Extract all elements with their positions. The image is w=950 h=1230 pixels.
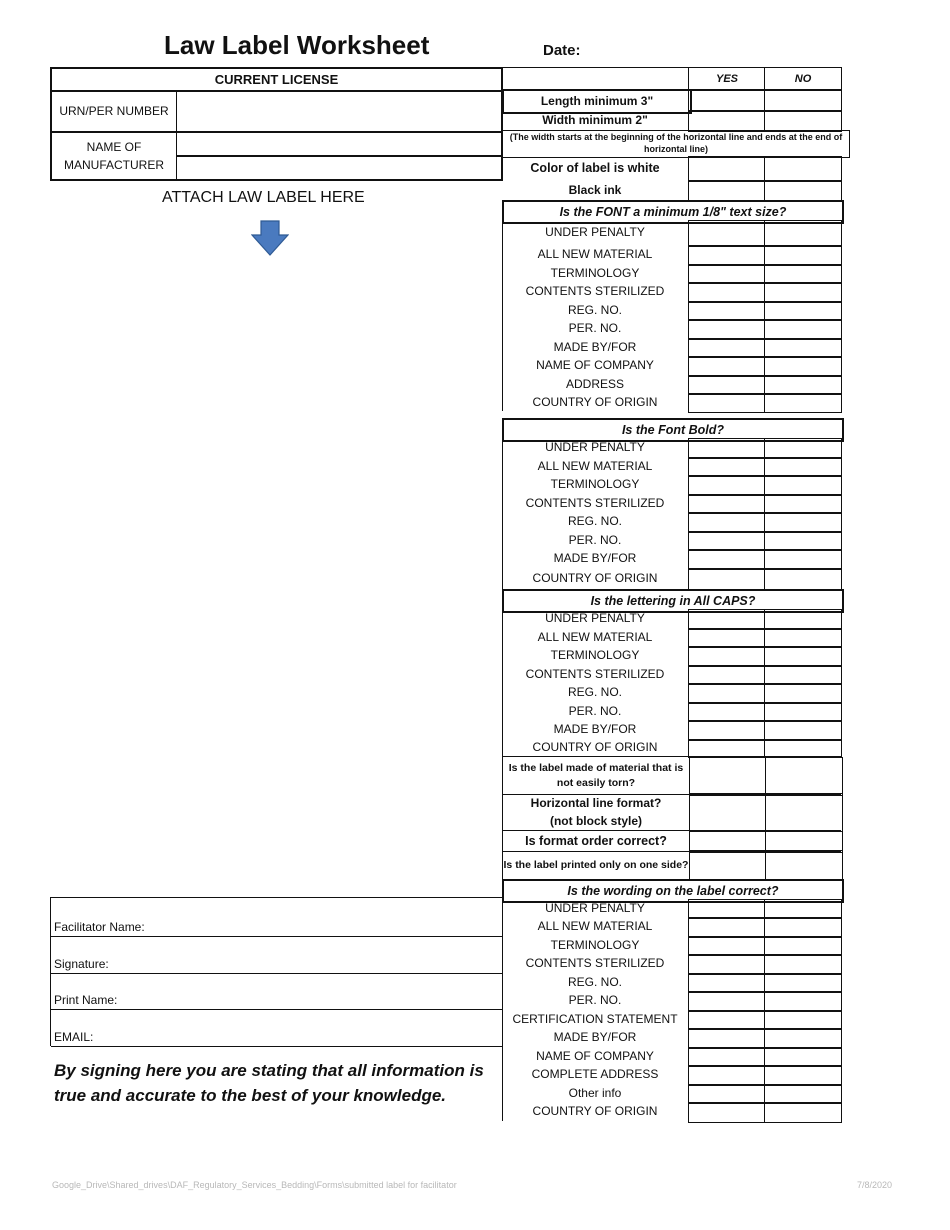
checklist-item-no-cell[interactable]: [764, 1010, 842, 1030]
checklist-item-no-cell[interactable]: [764, 549, 842, 570]
checklist-item-no-cell[interactable]: [764, 512, 842, 533]
one-side-no-cell[interactable]: [765, 850, 843, 881]
caps-question: Is the lettering in All CAPS?: [502, 589, 844, 613]
checklist-item-label: NAME OF COMPANY: [536, 1048, 654, 1063]
checklist-item-row: [502, 936, 840, 954]
checklist-item-label: COUNTRY OF ORIGIN: [532, 1104, 658, 1118]
length-label: Length minimum 3": [502, 89, 692, 114]
checklist-item-row: [502, 1047, 840, 1065]
print-name-label: Print Name:: [54, 993, 118, 1007]
checklist-item-no-cell[interactable]: [764, 438, 842, 459]
checklist-item-yes-cell[interactable]: [688, 301, 765, 321]
email-label: EMAIL:: [54, 1030, 94, 1044]
checklist-item-no-cell[interactable]: [764, 917, 842, 938]
checklist-item-row: [502, 1065, 840, 1084]
checklist-item-no-cell[interactable]: [764, 1047, 842, 1067]
color-no-cell[interactable]: [764, 156, 842, 182]
footer-file-path: Google_Drive\Shared_drives\DAF_Regulatory_Services_Bedding\Forms\submitted label for facilitator: [52, 1180, 457, 1190]
checklist-item-label: ALL NEW MATERIAL: [537, 629, 653, 644]
horizontal-row: [502, 793, 841, 830]
width-no-cell[interactable]: [764, 110, 842, 132]
checklist-item-no-cell[interactable]: [764, 375, 842, 395]
checklist-item-yes-cell[interactable]: [688, 609, 765, 630]
license-heading: CURRENT LICENSE: [52, 69, 501, 92]
checklist-item-row: [502, 665, 840, 683]
checklist-item-row: [502, 475, 840, 494]
checklist-item-row: [502, 1084, 840, 1102]
yes-column-header: YES: [688, 67, 765, 91]
checklist-item-label: Other info: [568, 1085, 622, 1100]
checklist-item-yes-cell[interactable]: [688, 1028, 765, 1049]
checklist-item-no-cell[interactable]: [764, 457, 842, 477]
checklist-item-row: [502, 549, 840, 568]
checklist-item-label: ALL NEW MATERIAL: [537, 458, 653, 473]
ink-label: Black ink: [568, 182, 622, 197]
one-side-yes-cell[interactable]: [689, 850, 766, 881]
checklist-item-no-cell[interactable]: [764, 1084, 842, 1104]
checklist-item-label: MADE BY/FOR: [553, 722, 637, 736]
checklist-item-yes-cell[interactable]: [688, 494, 765, 514]
facilitator-name-label: Facilitator Name:: [54, 920, 145, 934]
checklist-item-label: MADE BY/FOR: [553, 1030, 637, 1044]
checklist-item-label: UNDER PENALTY: [545, 225, 645, 239]
width-row: [502, 110, 840, 130]
ink-yes-cell[interactable]: [688, 180, 765, 202]
checklist-item-row: [502, 646, 840, 665]
checklist-item-yes-cell[interactable]: [688, 1084, 765, 1104]
no-column-header: NO: [764, 67, 842, 91]
print-name-row[interactable]: [51, 973, 503, 1010]
checklist-item-no-cell[interactable]: [764, 954, 842, 975]
checklist-item-row: [502, 319, 840, 338]
checklist-item-row: [502, 494, 840, 512]
checklist-item-label: ALL NEW MATERIAL: [537, 247, 653, 261]
checklist-item-yes-cell[interactable]: [688, 245, 765, 266]
checklist-item-row: [502, 356, 840, 375]
checklist-item-label: TERMINOLOGY: [550, 937, 640, 952]
checklist-item-no-cell[interactable]: [764, 338, 842, 358]
checklist-item-no-cell[interactable]: [764, 646, 842, 667]
material-yes-cell[interactable]: [689, 757, 766, 796]
date-label: Date:: [543, 42, 581, 59]
material-no-cell[interactable]: [765, 757, 843, 796]
checklist-item-yes-cell[interactable]: [688, 702, 765, 722]
checklist-item-label: TERMINOLOGY: [550, 648, 640, 662]
checklist-item-label: PER. NO.: [568, 321, 622, 335]
down-arrow-icon: [251, 220, 289, 261]
checklist-item-yes-cell[interactable]: [688, 720, 765, 741]
length-row: [502, 89, 840, 110]
checklist-item-yes-cell[interactable]: [688, 991, 765, 1012]
checklist-item-label: TERMINOLOGY: [550, 265, 640, 280]
checklist-item-no-cell[interactable]: [764, 245, 842, 266]
checklist-item-yes-cell[interactable]: [688, 1102, 765, 1123]
checklist-item-no-cell[interactable]: [764, 665, 842, 685]
checklist-item-yes-cell[interactable]: [688, 375, 765, 395]
horizontal-no-cell[interactable]: [765, 793, 843, 832]
checklist-item-yes-cell[interactable]: [688, 338, 765, 358]
license-table: [50, 67, 503, 181]
checklist-item-label: CONTENTS STERILIZED: [525, 666, 665, 681]
checklist-item-label: CONTENTS STERILIZED: [525, 495, 665, 510]
horizontal-yes-cell[interactable]: [689, 793, 766, 832]
checklist-item-yes-cell[interactable]: [688, 282, 765, 303]
checklist-item-label: REG. NO.: [567, 974, 622, 989]
checklist-item-yes-cell[interactable]: [688, 356, 765, 377]
checklist-item-yes-cell[interactable]: [688, 475, 765, 496]
signature-row[interactable]: [51, 936, 503, 974]
checklist-item-label: UNDER PENALTY: [545, 900, 645, 915]
checklist-item-label: COMPLETE ADDRESS: [531, 1067, 659, 1081]
width-yes-cell[interactable]: [688, 110, 765, 132]
label-checklist: [502, 67, 841, 1122]
checklist-item-label: REG. NO.: [567, 514, 622, 528]
checklist-item-no-cell[interactable]: [764, 1028, 842, 1049]
checklist-item-row: [502, 899, 840, 917]
checklist-item-yes-cell[interactable]: [688, 628, 765, 648]
checklist-item-row: [502, 220, 840, 245]
bold-question: Is the Font Bold?: [502, 418, 844, 442]
checklist-item-label: COUNTRY OF ORIGIN: [532, 394, 658, 409]
checklist-item-no-cell[interactable]: [764, 720, 842, 741]
manufacturer-label: NAME OF MANUFACTURER: [52, 132, 177, 179]
checklist-item-row: [502, 954, 840, 973]
checklist-header-blank: [502, 67, 689, 91]
material-label: Is the label made of material that is not easily torn?: [508, 761, 684, 789]
checklist-item-row: [502, 393, 840, 411]
order-row: [502, 830, 841, 852]
checklist-item-no-cell[interactable]: [764, 220, 842, 247]
urn-row: [52, 90, 501, 133]
material-row: [502, 756, 841, 795]
facilitator-name-row[interactable]: [51, 898, 503, 937]
signature-statement: By signing here you are stating that all information is true and accurate to the best of your knowledge.: [54, 1061, 484, 1105]
email-row[interactable]: [51, 1009, 503, 1047]
checklist-item-row: [502, 739, 840, 756]
horizontal-label-line2: (not block style): [549, 813, 642, 828]
checklist-item-yes-cell[interactable]: [688, 319, 765, 340]
color-row: [502, 156, 840, 180]
checklist-item-no-cell[interactable]: [764, 301, 842, 321]
checklist-item-row: [502, 282, 840, 301]
checklist-item-row: [502, 301, 840, 319]
horizontal-label: [503, 793, 689, 830]
checklist-item-no-cell[interactable]: [764, 531, 842, 551]
checklist-item-no-cell[interactable]: [764, 899, 842, 919]
checklist-item-no-cell[interactable]: [764, 991, 842, 1012]
length-yes-cell[interactable]: [688, 89, 765, 112]
checklist-item-no-cell[interactable]: [764, 282, 842, 303]
checklist-item-yes-cell[interactable]: [688, 393, 765, 413]
checklist-item-row: [502, 720, 840, 739]
checklist-item-no-cell[interactable]: [764, 319, 842, 340]
color-label: Color of label is white: [530, 160, 660, 175]
checklist-item-no-cell[interactable]: [764, 1102, 842, 1123]
width-note: (The width starts at the beginning of the horizontal line and ends at the end of horizontal line): [502, 130, 850, 158]
checklist-item-yes-cell[interactable]: [688, 549, 765, 570]
checklist-item-label: PER. NO.: [568, 703, 622, 718]
horizontal-label-line1: Horizontal line format?: [530, 795, 662, 810]
checklist-item-no-cell[interactable]: [764, 936, 842, 956]
checklist-item-no-cell[interactable]: [764, 609, 842, 630]
checklist-item-row: [502, 1028, 840, 1047]
checklist-item-label: NAME OF COMPANY: [536, 358, 654, 372]
ink-row: [502, 180, 840, 200]
checklist-item-yes-cell[interactable]: [688, 457, 765, 477]
checklist-item-no-cell[interactable]: [764, 973, 842, 993]
checklist-item-row: [502, 1102, 840, 1121]
checklist-item-yes-cell[interactable]: [688, 646, 765, 667]
checklist-item-label: REG. NO.: [567, 302, 622, 317]
checklist-item-label: REG. NO.: [567, 685, 622, 699]
checklist-item-yes-cell[interactable]: [688, 899, 765, 919]
manufacturer-row: [52, 132, 501, 179]
checklist-item-no-cell[interactable]: [764, 356, 842, 377]
checklist-item-yes-cell[interactable]: [688, 220, 765, 247]
footer-date: 7/8/2020: [857, 1180, 893, 1190]
checklist-item-label: MADE BY/FOR: [553, 551, 637, 565]
checklist-item-row: [502, 512, 840, 531]
checklist-item-yes-cell[interactable]: [688, 973, 765, 993]
font-size-question: Is the FONT a minimum 1/8" text size?: [502, 200, 844, 224]
length-no-cell[interactable]: [764, 89, 842, 112]
one-side-row: [502, 850, 841, 879]
checklist-item-yes-cell[interactable]: [688, 1065, 765, 1086]
checklist-item-label: COUNTRY OF ORIGIN: [532, 740, 658, 754]
checklist-item-yes-cell[interactable]: [688, 917, 765, 938]
checklist-item-row: [502, 917, 840, 936]
order-label: Is format order correct?: [525, 833, 667, 848]
checklist-item-row: [502, 457, 840, 475]
checklist-item-yes-cell[interactable]: [688, 264, 765, 284]
checklist-item-no-cell[interactable]: [764, 568, 842, 591]
checklist-item-label: CONTENTS STERILIZED: [525, 956, 665, 970]
checklist-item-label: PER. NO.: [568, 532, 622, 547]
checklist-item-row: [502, 438, 840, 457]
color-yes-cell[interactable]: [688, 156, 765, 182]
ink-no-cell[interactable]: [764, 180, 842, 202]
checklist-item-label: UNDER PENALTY: [545, 440, 645, 454]
checklist-item-yes-cell[interactable]: [688, 954, 765, 975]
checklist-item-yes-cell[interactable]: [688, 936, 765, 956]
width-label: Width minimum 2": [542, 112, 648, 127]
checklist-item-yes-cell[interactable]: [688, 1010, 765, 1030]
checklist-item-no-cell[interactable]: [764, 628, 842, 648]
checklist-item-no-cell[interactable]: [764, 1065, 842, 1086]
checklist-item-no-cell[interactable]: [764, 683, 842, 704]
checklist-item-row: [502, 338, 840, 356]
checklist-item-yes-cell[interactable]: [688, 512, 765, 533]
checklist-item-label: PER. NO.: [568, 993, 622, 1007]
wording-question: Is the wording on the label correct?: [502, 879, 844, 903]
attach-label: ATTACH LAW LABEL HERE: [162, 189, 365, 206]
one-side-label: Is the label printed only on one side?: [503, 858, 689, 871]
checklist-item-row: [502, 264, 840, 282]
checklist-item-yes-cell[interactable]: [688, 438, 765, 459]
checklist-item-row: [502, 568, 840, 589]
checklist-item-label: ALL NEW MATERIAL: [537, 919, 653, 933]
manufacturer-divider: [177, 155, 501, 157]
checklist-item-row: [502, 609, 840, 628]
checklist-item-no-cell[interactable]: [764, 702, 842, 722]
checklist-item-label: CERTIFICATION STATEMENT: [512, 1011, 678, 1026]
checklist-item-label: COUNTRY OF ORIGIN: [532, 571, 658, 585]
checklist-item-yes-cell[interactable]: [688, 683, 765, 704]
checklist-item-label: UNDER PENALTY: [545, 611, 645, 625]
checklist-item-yes-cell[interactable]: [688, 531, 765, 551]
checklist-header-row: [502, 67, 840, 89]
checklist-item-row: [502, 1010, 840, 1028]
checklist-item-row: [502, 375, 840, 393]
checklist-item-label: ADDRESS: [565, 376, 624, 391]
facilitator-table: [50, 897, 503, 1046]
checklist-item-row: [502, 628, 840, 646]
urn-label: URN/PER NUMBER: [52, 90, 177, 131]
checklist-item-no-cell[interactable]: [764, 264, 842, 284]
checklist-item-yes-cell[interactable]: [688, 568, 765, 591]
signature-label: Signature:: [54, 957, 109, 971]
checklist-item-row: [502, 991, 840, 1010]
page-title: Law Label Worksheet: [164, 30, 430, 60]
checklist-item-row: [502, 973, 840, 991]
checklist-item-yes-cell[interactable]: [688, 665, 765, 685]
checklist-item-label: CONTENTS STERILIZED: [525, 284, 665, 298]
checklist-item-label: MADE BY/FOR: [553, 339, 637, 354]
checklist-item-row: [502, 531, 840, 549]
checklist-item-yes-cell[interactable]: [688, 1047, 765, 1067]
checklist-item-row: [502, 702, 840, 720]
checklist-item-row: [502, 245, 840, 264]
checklist-item-label: TERMINOLOGY: [550, 477, 640, 491]
checklist-item-no-cell[interactable]: [764, 475, 842, 496]
checklist-item-no-cell[interactable]: [764, 494, 842, 514]
checklist-item-row: [502, 683, 840, 702]
checklist-item-no-cell[interactable]: [764, 393, 842, 413]
